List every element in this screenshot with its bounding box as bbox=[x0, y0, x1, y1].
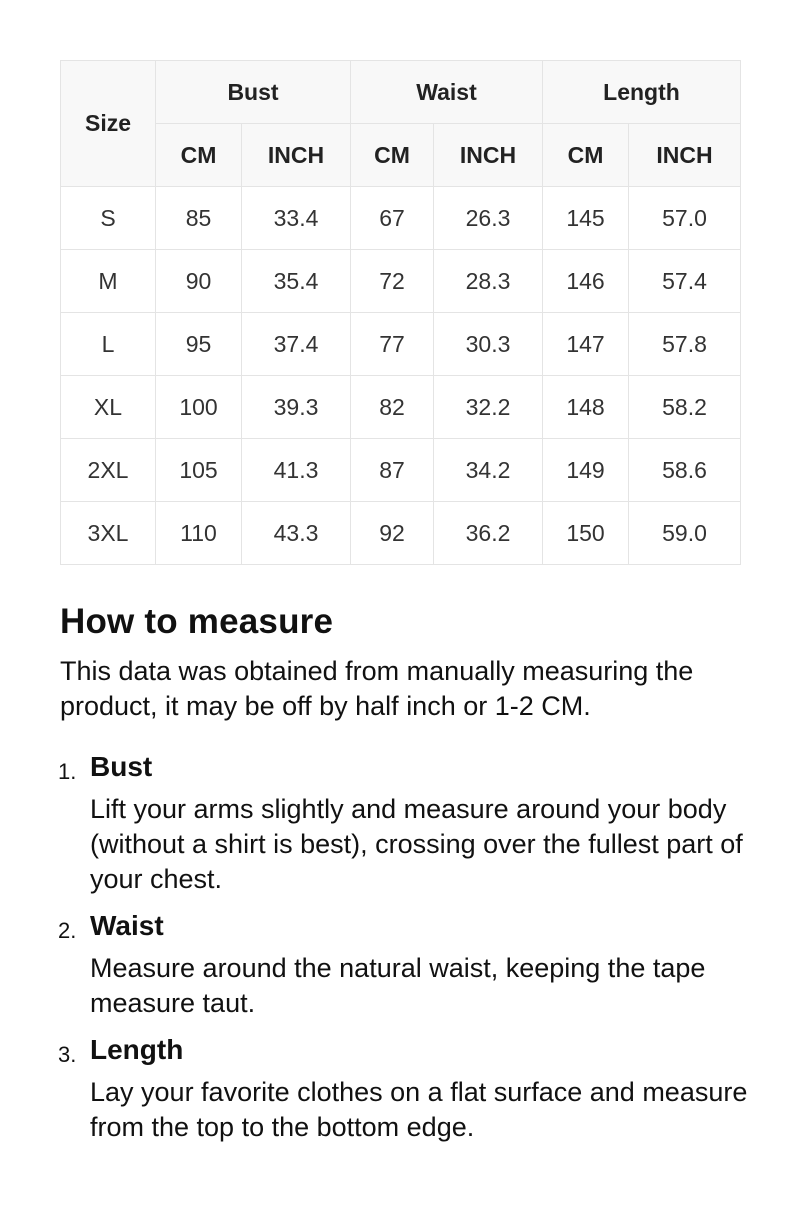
step-number: 2. bbox=[58, 918, 77, 943]
group-header-length: Length bbox=[543, 61, 741, 124]
table-cell: 30.3 bbox=[434, 313, 543, 376]
header-row-groups bbox=[61, 61, 741, 124]
table-cell: 35.4 bbox=[242, 250, 351, 313]
table-cell: 149 bbox=[543, 439, 629, 502]
step-title: Length bbox=[90, 1034, 184, 1065]
size-table bbox=[60, 60, 741, 565]
step-number: 1. bbox=[58, 759, 77, 784]
table-cell: 26.3 bbox=[434, 187, 543, 250]
table-cell: 110 bbox=[156, 502, 242, 565]
header-row-units bbox=[61, 124, 741, 187]
unit-header: CM bbox=[156, 124, 242, 187]
measure-steps-list bbox=[60, 748, 750, 1155]
unit-header: INCH bbox=[434, 124, 543, 187]
table-cell: 34.2 bbox=[434, 439, 543, 502]
table-cell: 150 bbox=[543, 502, 629, 565]
table-cell: 90 bbox=[156, 250, 242, 313]
table-cell: 28.3 bbox=[434, 250, 543, 313]
step-description: Lift your arms slightly and measure around your body (without a shirt is best), crossing over the fullest part of your chest. bbox=[90, 794, 743, 894]
table-cell: 39.3 bbox=[242, 376, 351, 439]
table-row bbox=[61, 502, 741, 565]
group-header-bust: Bust bbox=[156, 61, 351, 124]
table-cell: 147 bbox=[543, 313, 629, 376]
step-description: Measure around the natural waist, keeping the tape measure taut. bbox=[90, 953, 706, 1018]
table-cell: 57.0 bbox=[629, 187, 741, 250]
table-cell: 33.4 bbox=[242, 187, 351, 250]
group-header-waist: Waist bbox=[351, 61, 543, 124]
size-column-header: Size bbox=[61, 61, 156, 187]
size-label: S bbox=[61, 187, 156, 250]
table-cell: 43.3 bbox=[242, 502, 351, 565]
step-title: Bust bbox=[90, 751, 153, 782]
table-cell: 67 bbox=[351, 187, 434, 250]
table-cell: 145 bbox=[543, 187, 629, 250]
size-chart-page bbox=[58, 60, 748, 1142]
table-row bbox=[61, 376, 741, 439]
table-cell: 82 bbox=[351, 376, 434, 439]
size-label: 3XL bbox=[61, 502, 156, 565]
step-title: Waist bbox=[90, 910, 164, 941]
table-cell: 57.8 bbox=[629, 313, 741, 376]
size-label: L bbox=[61, 313, 156, 376]
unit-header: CM bbox=[543, 124, 629, 187]
unit-header: INCH bbox=[242, 124, 351, 187]
size-label: M bbox=[61, 250, 156, 313]
table-cell: 41.3 bbox=[242, 439, 351, 502]
size-table-header bbox=[61, 61, 741, 187]
unit-header: INCH bbox=[629, 124, 741, 187]
table-cell: 57.4 bbox=[629, 250, 741, 313]
unit-header: CM bbox=[351, 124, 434, 187]
table-cell: 95 bbox=[156, 313, 242, 376]
table-cell: 37.4 bbox=[242, 313, 351, 376]
table-cell: 148 bbox=[543, 376, 629, 439]
size-table-body bbox=[61, 187, 741, 565]
table-row bbox=[61, 313, 741, 376]
table-cell: 72 bbox=[351, 250, 434, 313]
table-cell: 105 bbox=[156, 439, 242, 502]
table-row bbox=[61, 250, 741, 313]
table-row bbox=[61, 187, 741, 250]
table-cell: 36.2 bbox=[434, 502, 543, 565]
table-row bbox=[61, 439, 741, 502]
how-to-measure-heading: How to measure bbox=[60, 602, 334, 641]
size-label: 2XL bbox=[61, 439, 156, 502]
table-cell: 32.2 bbox=[434, 376, 543, 439]
list-item bbox=[60, 748, 750, 897]
step-description: Lay your favorite clothes on a flat surface and measure from the top to the bottom edge. bbox=[90, 1077, 748, 1142]
list-item bbox=[60, 1031, 750, 1145]
table-cell: 92 bbox=[351, 502, 434, 565]
step-number: 3. bbox=[58, 1042, 77, 1067]
intro-paragraph: This data was obtained from manually measuring the product, it may be off by half inch or 1-2 CM. bbox=[60, 656, 694, 721]
table-cell: 58.6 bbox=[629, 439, 741, 502]
table-cell: 87 bbox=[351, 439, 434, 502]
list-item bbox=[60, 907, 750, 1021]
size-label: XL bbox=[61, 376, 156, 439]
table-cell: 58.2 bbox=[629, 376, 741, 439]
table-cell: 77 bbox=[351, 313, 434, 376]
table-cell: 146 bbox=[543, 250, 629, 313]
table-cell: 85 bbox=[156, 187, 242, 250]
table-cell: 100 bbox=[156, 376, 242, 439]
table-cell: 59.0 bbox=[629, 502, 741, 565]
